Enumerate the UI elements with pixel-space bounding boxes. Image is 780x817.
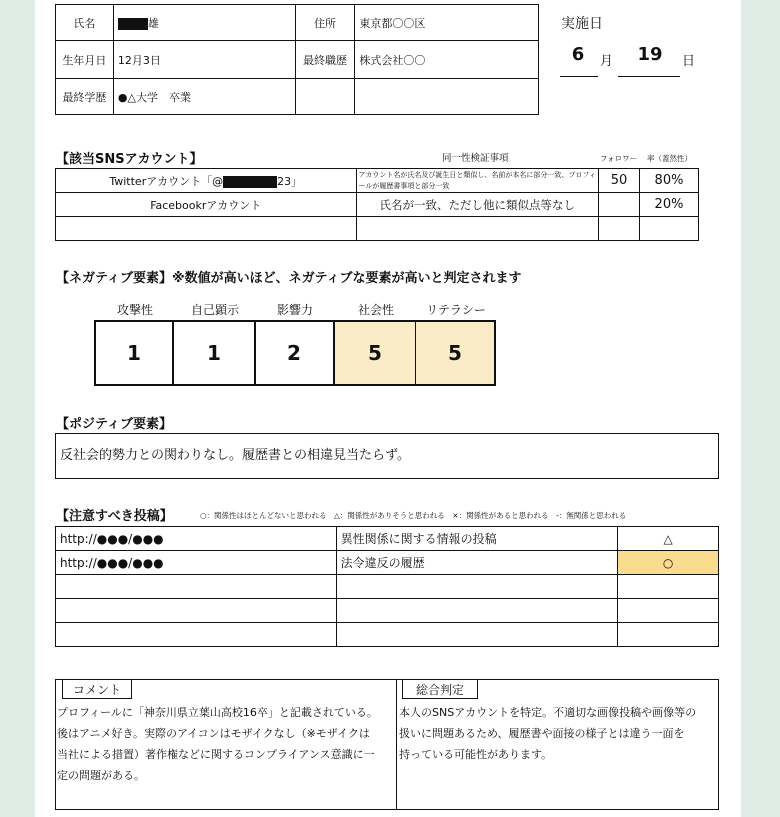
empty-cell — [56, 599, 337, 623]
empty-cell — [336, 575, 618, 599]
judgement-line: 持っている可能性があります。 — [399, 748, 553, 761]
empty-cell — [618, 575, 719, 599]
name-label: 氏名 — [56, 5, 114, 41]
empty-cell — [336, 623, 618, 647]
date-underline — [560, 76, 598, 77]
address-value: 東京都〇〇区 — [355, 5, 539, 41]
judgement-label-box — [402, 679, 478, 699]
posts-title: 【注意すべき投稿】 — [56, 509, 173, 524]
positive-title: 【ポジティブ要素】 — [56, 417, 172, 432]
negative-score-sociality: 5 — [335, 320, 417, 386]
negative-score-influence: 2 — [255, 320, 335, 386]
date-month: 6 — [571, 44, 585, 65]
sns-title: 【該当SNSアカウント】 — [56, 152, 203, 167]
sns-rate: 20% — [640, 193, 699, 217]
empty-cell — [56, 623, 337, 647]
comment-line: プロフィールに「神奈川県立葉山高校16卒」と記載されている。 — [57, 706, 378, 719]
sns-followers — [599, 193, 640, 217]
comment-text — [57, 702, 395, 786]
posts-legend: ○：関係性はほとんどないと思われる △：関係性がありそうと思われる ×：関係性があると思われる -：無関係と思われる — [200, 511, 627, 520]
negative-title: 【ネガティブ要素】※数値が高いほど、ネガティブな要素が高いと判定されます — [56, 271, 522, 286]
post-mark: ○ — [618, 551, 719, 575]
post-desc: 異性関係に関する情報の投稿 — [336, 527, 618, 551]
education-label: 最終学歴 — [56, 79, 114, 115]
sns-check-text: アカウント名が氏名及び誕生日と類似し、名前が本名に部分一致、プロフィールが履歴書事項と部分一致 — [356, 169, 599, 193]
empty-cell — [640, 217, 699, 241]
birthday-value: 12月3日 — [113, 41, 295, 79]
sns-col-check: 同一性検証事項 — [442, 153, 509, 164]
job-value: 株式会社〇〇 — [355, 41, 539, 79]
empty-cell — [356, 217, 599, 241]
judgement-label: 総合判定 — [415, 682, 464, 697]
empty-cell — [56, 217, 357, 241]
sns-table — [55, 168, 699, 241]
judgement-line: 本人のSNSアカウントを特定。不適切な画像投稿や画像等の — [399, 706, 697, 719]
date-label: 実施日 — [561, 16, 603, 32]
negative-score-literacy: 5 — [416, 320, 496, 386]
date-underline — [618, 76, 680, 77]
redaction-bar — [223, 176, 277, 188]
posts-table — [55, 526, 719, 647]
address-label: 住所 — [295, 5, 355, 41]
post-mark: △ — [618, 527, 719, 551]
empty-cell — [56, 575, 337, 599]
negative-score-aggressiveness: 1 — [94, 320, 174, 386]
date-day-unit: 日 — [682, 54, 696, 69]
negative-label: 社会性 — [357, 303, 394, 317]
sns-account-twitter: Twitterアカウント「@ 23」 — [56, 169, 357, 193]
positive-text: 反社会的勢力との関わりなし。履歴書との相違見当たらず。 — [60, 448, 410, 463]
empty-cell — [336, 599, 618, 623]
post-desc: 法令違反の履歴 — [336, 551, 618, 575]
negative-label: 自己顕示 — [190, 303, 239, 317]
name-value: 雄 — [113, 5, 295, 41]
empty-cell — [618, 623, 719, 647]
post-url: http://●●●/●●● — [56, 527, 337, 551]
birthday-label: 生年月日 — [56, 41, 114, 79]
empty-cell — [295, 79, 355, 115]
comment-line: 後はアニメ好き。実際のアイコンはモザイクなし（※モザイクは — [57, 727, 370, 740]
comment-line: 当社による措置）著作権などに関するコンプライアンス意識に一 — [57, 748, 375, 761]
sns-followers: 50 — [599, 169, 640, 193]
sns-check-text: 氏名が一致、ただし他に類似点等なし — [356, 193, 599, 217]
comment-label: コメント — [72, 682, 121, 697]
negative-label: リテラシー — [426, 303, 486, 317]
empty-cell — [355, 79, 539, 115]
education-value: ●△大学 卒業 — [113, 79, 295, 115]
sns-col-followers: フォロワー — [600, 154, 638, 163]
negative-label: 影響力 — [276, 303, 313, 317]
job-label: 最終職歴 — [295, 41, 355, 79]
positive-box — [55, 433, 719, 479]
negative-label: 攻撃性 — [116, 303, 153, 317]
sns-account-facebook: Facebookrアカウント — [56, 193, 357, 217]
date-month-unit: 月 — [600, 54, 614, 69]
negative-score-self-display: 1 — [174, 320, 256, 386]
redaction-bar — [118, 18, 148, 30]
empty-cell — [618, 599, 719, 623]
comment-line: 定の問題がある。 — [57, 769, 145, 782]
judgement-text — [399, 702, 717, 765]
profile-table — [55, 4, 539, 115]
comment-label-box — [62, 679, 132, 699]
empty-cell — [599, 217, 640, 241]
judgement-line: 扱いに問題あるため、履歴書や面接の様子とは違う一面を — [399, 727, 685, 740]
post-url: http://●●●/●●● — [56, 551, 337, 575]
sns-rate: 80% — [640, 169, 699, 193]
sns-col-rate: 率（蓋然性） — [647, 154, 692, 163]
date-day: 19 — [637, 44, 663, 65]
